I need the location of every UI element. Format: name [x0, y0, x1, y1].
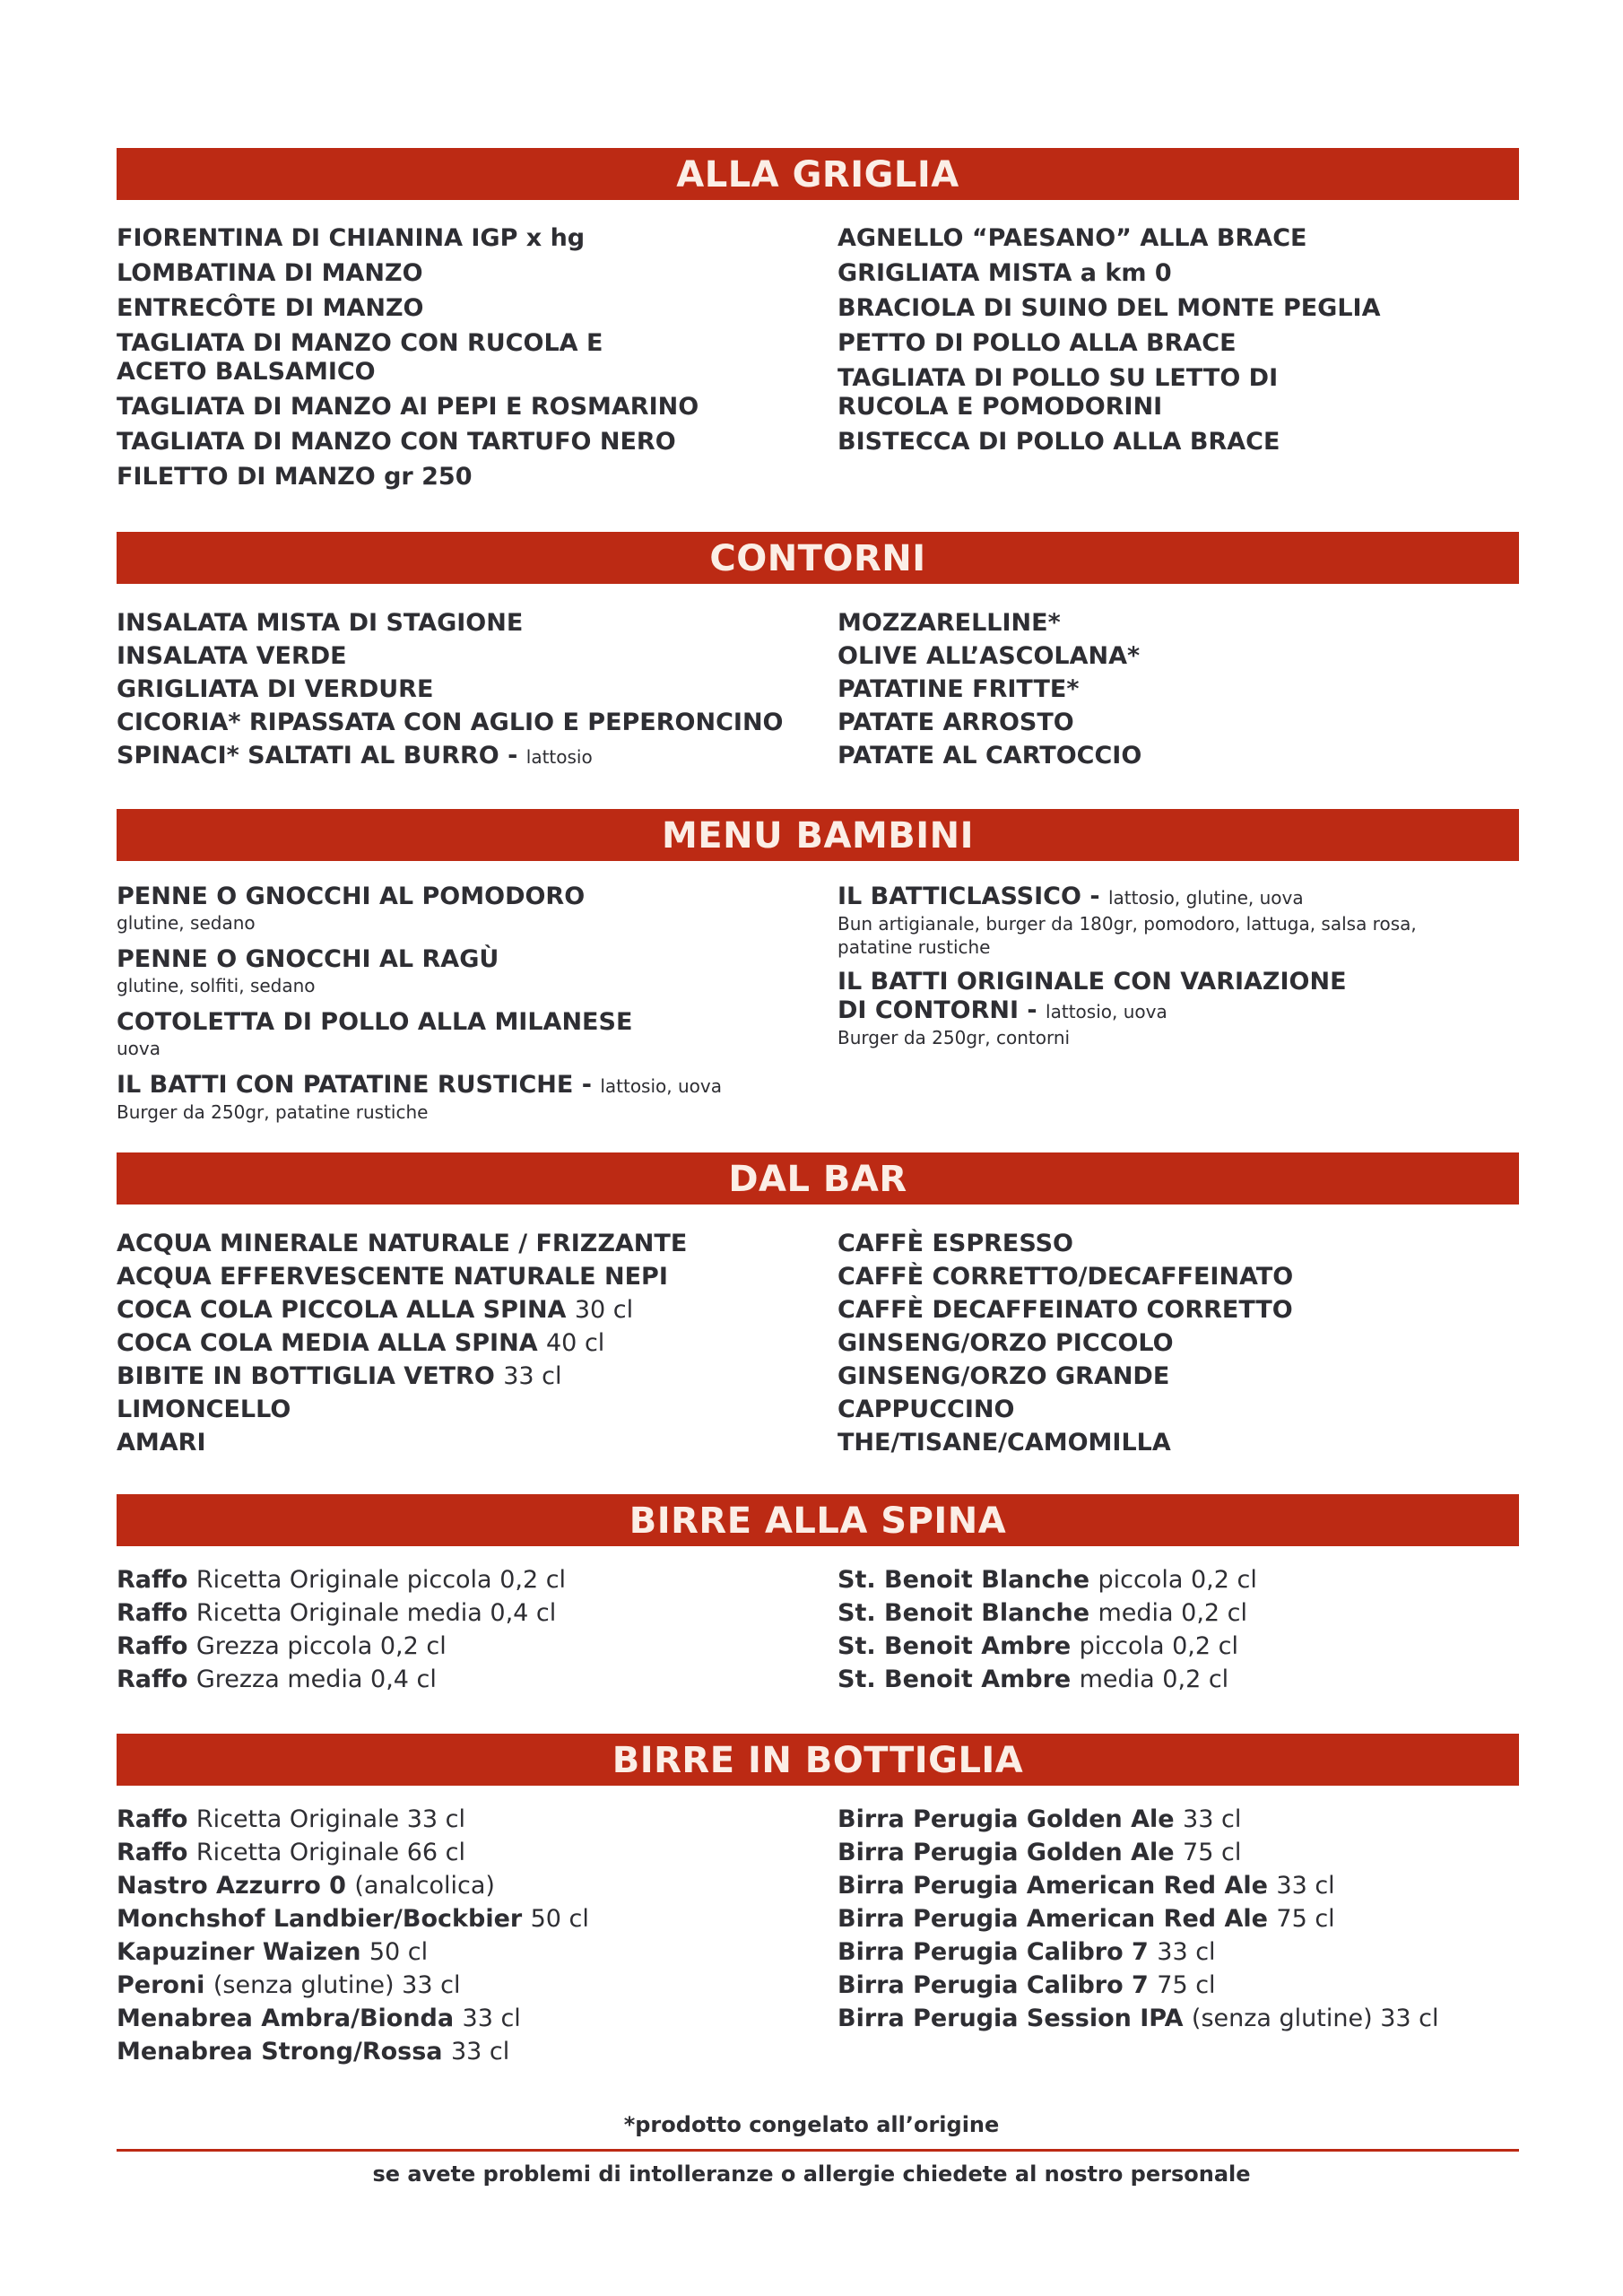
- menu-item: IL BATTI ORIGINALE CON VARIAZIONE: [838, 968, 1347, 996]
- section-dal-bar: [117, 1152, 1519, 1457]
- section-header-dal-bar: DAL BAR: [117, 1152, 1519, 1205]
- menu-item: [117, 1429, 798, 1457]
- menu-item: GINSENG/ORZO PICCOLO: [838, 1329, 1174, 1357]
- menu-item-continuation: [838, 996, 1519, 1026]
- menu-item: GINSENG/ORZO GRANDE: [838, 1362, 1170, 1390]
- menu-item: [117, 1599, 798, 1628]
- beer-brand: St. Benoit Blanche: [838, 1599, 1090, 1627]
- menu-item: [117, 742, 798, 771]
- allergen-note: lattosio, glutine, uova: [1107, 887, 1304, 909]
- menu-item: [117, 1362, 798, 1391]
- bambini-right-column: [838, 883, 1519, 1049]
- menu-item: [838, 1665, 1519, 1694]
- menu-item: [838, 1872, 1519, 1900]
- menu-item: [838, 883, 1519, 912]
- menu-item: BRACIOLA DI SUINO DEL MONTE PEGLIA: [838, 294, 1381, 322]
- menu-item: PENNE O GNOCCHI AL RAGÙ: [117, 945, 499, 973]
- item-description: Bun artigianale, burger da 180gr, pomodoro, lattuga, salsa rosa, patatine rustiche: [838, 913, 1417, 958]
- beer-brand: St. Benoit Ambre: [838, 1632, 1072, 1660]
- menu-item: [117, 1805, 798, 1834]
- menu-item: [838, 2005, 1519, 2033]
- menu-item: PATATE ARROSTO: [838, 709, 1074, 736]
- menu-item: CICORIA* RIPASSATA CON AGLIO E PEPERONCINO: [117, 709, 784, 736]
- menu-item-name: ACQUA EFFERVESCENTE NATURALE NEPI: [117, 1263, 668, 1291]
- spina-left-column: [117, 1566, 798, 1694]
- menu-item: TAGLIATA DI MANZO CON TARTUFO NERO: [117, 428, 676, 456]
- menu-item: THE/TISANE/CAMOMILLA: [838, 1429, 1171, 1457]
- allergen-note: glutine, sedano: [117, 912, 256, 934]
- allergen-note: glutine, solfiti, sedano: [117, 975, 316, 996]
- menu-item-name: BIBITE IN BOTTIGLIA VETRO: [117, 1362, 495, 1390]
- beer-detail: piccola 0,2 cl: [1098, 1566, 1257, 1594]
- beer-brand: Birra Perugia Golden Ale: [838, 1805, 1175, 1833]
- beer-brand: Raffo: [117, 1632, 188, 1660]
- griglia-right-column: [838, 224, 1519, 457]
- menu-item: [838, 1938, 1519, 1967]
- menu-item: ENTRECÔTE DI MANZO: [117, 294, 424, 322]
- menu-item: [117, 1905, 798, 1934]
- item-size: 33 cl: [503, 1362, 562, 1390]
- menu-item: [117, 2038, 798, 2066]
- menu-item: [838, 1971, 1519, 2000]
- menu-item: [838, 1599, 1519, 1628]
- menu-item: [117, 1230, 798, 1258]
- menu-item: TAGLIATA DI MANZO AI PEPI E ROSMARINO: [117, 393, 699, 421]
- menu-item: [838, 1839, 1519, 1867]
- menu-item: MOZZARELLINE*: [838, 609, 1061, 637]
- beer-brand: Raffo: [117, 1665, 188, 1693]
- menu-item: [838, 1805, 1519, 1834]
- section-header-alla-griglia: ALLA GRIGLIA: [117, 148, 1519, 200]
- section-header-birre-alla-spina: BIRRE ALLA SPINA: [117, 1494, 1519, 1546]
- beer-detail: Grezza piccola 0,2 cl: [195, 1632, 447, 1660]
- beer-detail: 75 cl: [1276, 1905, 1335, 1933]
- section-birre-in-bottiglia: [117, 1734, 1519, 2066]
- beer-detail: (analcolica): [354, 1872, 495, 1900]
- menu-item-name: COCA COLA PICCOLA ALLA SPINA: [117, 1296, 567, 1324]
- menu-item: INSALATA VERDE: [117, 642, 347, 670]
- allergen-note: lattosio: [525, 746, 593, 768]
- beer-brand: Menabrea Strong/Rossa: [117, 2038, 443, 2066]
- beer-detail: 33 cl: [450, 2038, 510, 2066]
- spina-right-column: [838, 1566, 1519, 1694]
- menu-item-name: LIMONCELLO: [117, 1396, 291, 1423]
- menu-item: COTOLETTA DI POLLO ALLA MILANESE: [117, 1008, 633, 1036]
- section-header-menu-bambini: MENU BAMBINI: [117, 809, 1519, 861]
- beer-brand: Birra Perugia Calibro 7: [838, 1938, 1149, 1966]
- menu-item: OLIVE ALL’ASCOLANA*: [838, 642, 1141, 670]
- beer-brand: Birra Perugia Session IPA: [838, 2005, 1184, 2032]
- beer-detail: Grezza media 0,4 cl: [195, 1665, 437, 1693]
- menu-item: PENNE O GNOCCHI AL POMODORO: [117, 883, 586, 910]
- allergen-note: lattosio, uova: [1046, 1001, 1167, 1022]
- frozen-product-note: *prodotto congelato all’origine: [623, 2112, 1000, 2137]
- menu-item-name: COCA COLA MEDIA ALLA SPINA: [117, 1329, 538, 1357]
- menu-item: TAGLIATA DI MANZO CON RUCOLA E ACETO BALSAMICO: [117, 329, 603, 386]
- beer-detail: media 0,2 cl: [1098, 1599, 1248, 1627]
- bottiglia-right-column: [838, 1805, 1519, 2033]
- menu-item: CAFFÈ DECAFFEINATO CORRETTO: [838, 1296, 1293, 1324]
- bar-right-column: [838, 1230, 1519, 1457]
- allergy-note: se avete problemi di intolleranze o allergie chiedete al nostro personale: [372, 2161, 1251, 2187]
- beer-brand: Birra Perugia American Red Ale: [838, 1905, 1268, 1933]
- beer-brand: Monchshof Landbier/Bockbier: [117, 1905, 523, 1933]
- bar-left-column: [117, 1230, 798, 1457]
- menu-item: [117, 1566, 798, 1595]
- contorni-right-column: [838, 609, 1519, 770]
- beer-brand: Birra Perugia Calibro 7: [838, 1971, 1149, 1999]
- beer-brand: Raffo: [117, 1566, 188, 1594]
- bambini-left-column: [117, 883, 798, 1124]
- menu-item-name: ACQUA MINERALE NATURALE / FRIZZANTE: [117, 1230, 688, 1257]
- section-header-contorni: CONTORNI: [117, 532, 1519, 584]
- item-description: Burger da 250gr, patatine rustiche: [117, 1101, 429, 1123]
- menu-item: AGNELLO “PAESANO” ALLA BRACE: [838, 224, 1307, 252]
- beer-brand: St. Benoit Ambre: [838, 1665, 1072, 1693]
- griglia-left-column: [117, 224, 798, 491]
- beer-brand: Kapuziner Waizen: [117, 1938, 361, 1966]
- menu-item-name: DI CONTORNI -: [838, 996, 1037, 1024]
- menu-item-name: IL BATTI CON PATATINE RUSTICHE -: [117, 1071, 592, 1099]
- menu-item: [838, 1905, 1519, 1934]
- menu-item: CAPPUCCINO: [838, 1396, 1015, 1423]
- beer-detail: 50 cl: [530, 1905, 589, 1933]
- beer-detail: piccola 0,2 cl: [1079, 1632, 1238, 1660]
- contorni-left-column: [117, 609, 798, 771]
- beer-brand: Birra Perugia Golden Ale: [838, 1839, 1175, 1866]
- beer-brand: Menabrea Ambra/Bionda: [117, 2005, 455, 2032]
- menu-item: [117, 1329, 798, 1358]
- menu-item: GRIGLIATA DI VERDURE: [117, 675, 434, 703]
- menu-item: [117, 1296, 798, 1325]
- menu-item: PETTO DI POLLO ALLA BRACE: [838, 329, 1237, 357]
- menu-item: [117, 1665, 798, 1694]
- beer-brand: Raffo: [117, 1599, 188, 1627]
- section-contorni: [117, 532, 1519, 770]
- beer-detail: 50 cl: [369, 1938, 429, 1966]
- section-menu-bambini: [117, 809, 1519, 1123]
- menu-item: GRIGLIATA MISTA a km 0: [838, 259, 1172, 287]
- menu-item: [838, 1566, 1519, 1595]
- footer-divider: [117, 2149, 1519, 2152]
- menu-item: [838, 1632, 1519, 1661]
- menu-item: [117, 1263, 798, 1292]
- allergen-note: uova: [117, 1038, 161, 1059]
- beer-detail: 33 cl: [1157, 1938, 1216, 1966]
- item-description: Burger da 250gr, contorni: [838, 1027, 1071, 1048]
- beer-brand: Raffo: [117, 1839, 188, 1866]
- beer-detail: Ricetta Originale piccola 0,2 cl: [195, 1566, 567, 1594]
- menu-item: CAFFÈ ESPRESSO: [838, 1230, 1073, 1257]
- beer-brand: St. Benoit Blanche: [838, 1566, 1090, 1594]
- menu-item: [117, 1938, 798, 1967]
- menu-item: BISTECCA DI POLLO ALLA BRACE: [838, 428, 1280, 456]
- section-birre-alla-spina: [117, 1494, 1519, 1693]
- beer-detail: 33 cl: [462, 2005, 521, 2032]
- menu-item: [117, 1396, 798, 1424]
- menu-item-name: AMARI: [117, 1429, 206, 1457]
- beer-detail: 33 cl: [1183, 1805, 1242, 1833]
- beer-brand: Raffo: [117, 1805, 188, 1833]
- menu-item: PATATE AL CARTOCCIO: [838, 742, 1142, 770]
- section-alla-griglia: [117, 148, 1519, 491]
- menu-item-name: SPINACI* SALTATI AL BURRO -: [117, 742, 518, 770]
- menu-item: [117, 1632, 798, 1661]
- beer-detail: 75 cl: [1157, 1971, 1216, 1999]
- menu-item: [117, 1872, 798, 1900]
- menu-item: [117, 1839, 798, 1867]
- beer-detail: (senza glutine) 33 cl: [213, 1971, 461, 1999]
- menu-item: LOMBATINA DI MANZO: [117, 259, 423, 287]
- menu-item: INSALATA MISTA DI STAGIONE: [117, 609, 524, 637]
- beer-detail: Ricetta Originale 66 cl: [195, 1839, 465, 1866]
- bottiglia-left-column: [117, 1805, 798, 2066]
- item-size: 40 cl: [546, 1329, 605, 1357]
- menu-item: CAFFÈ CORRETTO/DECAFFEINATO: [838, 1263, 1294, 1291]
- beer-detail: 75 cl: [1183, 1839, 1242, 1866]
- beer-brand: Birra Perugia American Red Ale: [838, 1872, 1268, 1900]
- menu-item: TAGLIATA DI POLLO SU LETTO DI RUCOLA E POMODORINI: [838, 364, 1279, 421]
- menu-item: [117, 1071, 798, 1100]
- beer-detail: Ricetta Originale media 0,4 cl: [195, 1599, 557, 1627]
- menu-item-name: IL BATTICLASSICO -: [838, 883, 1100, 910]
- beer-detail: (senza glutine) 33 cl: [1191, 2005, 1439, 2032]
- menu-item: FIORENTINA DI CHIANINA IGP x hg: [117, 224, 586, 252]
- menu-item: [117, 1971, 798, 2000]
- menu-item: [117, 2005, 798, 2033]
- menu-item: FILETTO DI MANZO gr 250: [117, 463, 473, 491]
- allergen-note: lattosio, uova: [600, 1075, 722, 1097]
- beer-detail: media 0,2 cl: [1079, 1665, 1229, 1693]
- beer-detail: Ricetta Originale 33 cl: [195, 1805, 465, 1833]
- section-header-birre-in-bottiglia: BIRRE IN BOTTIGLIA: [117, 1734, 1519, 1786]
- item-size: 30 cl: [574, 1296, 634, 1324]
- beer-brand: Peroni: [117, 1971, 205, 1999]
- beer-brand: Nastro Azzurro 0: [117, 1872, 346, 1900]
- menu-item: PATATINE FRITTE*: [838, 675, 1080, 703]
- beer-detail: 33 cl: [1276, 1872, 1335, 1900]
